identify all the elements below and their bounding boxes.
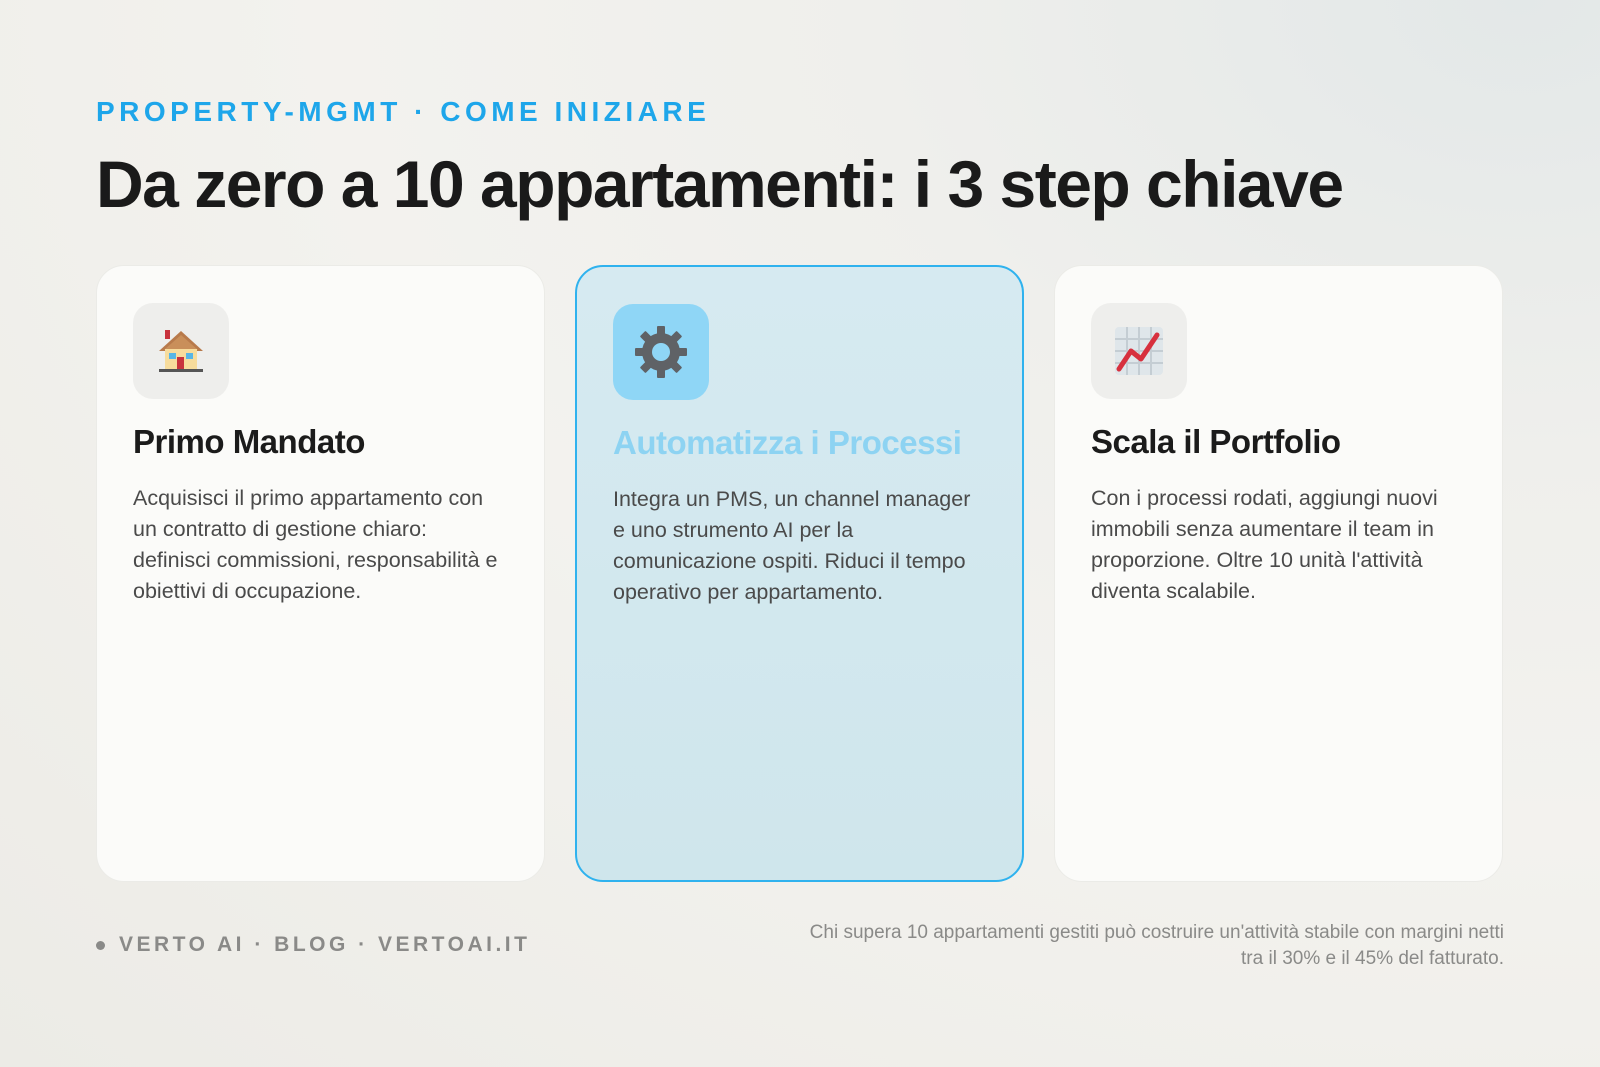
card-description: Integra un PMS, un channel manager e uno strumento AI per la comunicazione ospiti. Riduci il tempo operativo per appartamento. bbox=[613, 487, 971, 604]
steps-cards bbox=[96, 265, 1503, 882]
card-title: Automatizza i Processi bbox=[613, 424, 962, 461]
footer-brand-text: VERTO AI · BLOG · VERTOAI.IT bbox=[119, 933, 531, 956]
footer-brand bbox=[96, 933, 530, 957]
step-card-primo-mandato bbox=[96, 265, 545, 882]
eyebrow-label: PROPERTY-MGMT · COME INIZIARE bbox=[96, 96, 711, 127]
footer-note: Chi supera 10 appartamenti gestiti può costruire un'attività stabile con margini netti tra il 30% e il 45% del fatturato. bbox=[809, 922, 1504, 969]
page-title: Da zero a 10 appartamenti: i 3 step chiave bbox=[96, 147, 1343, 221]
house-icon bbox=[133, 303, 229, 399]
card-title: Primo Mandato bbox=[133, 423, 365, 460]
bullet-dot bbox=[96, 941, 105, 950]
step-card-automatizza bbox=[575, 265, 1024, 882]
card-description: Con i processi rodati, aggiungi nuovi immobili senza aumentare il team in proporzione. Oltre 10 unità l'attività diventa scalabile. bbox=[1091, 486, 1438, 603]
step-card-scala bbox=[1054, 265, 1503, 882]
chart-increasing-icon bbox=[1091, 303, 1187, 399]
card-title: Scala il Portfolio bbox=[1091, 423, 1341, 460]
gear-icon bbox=[613, 304, 709, 400]
card-description: Acquisisci il primo appartamento con un contratto di gestione chiaro: definisci commissioni, responsabilità e obiettivi di occupazione. bbox=[133, 486, 498, 603]
